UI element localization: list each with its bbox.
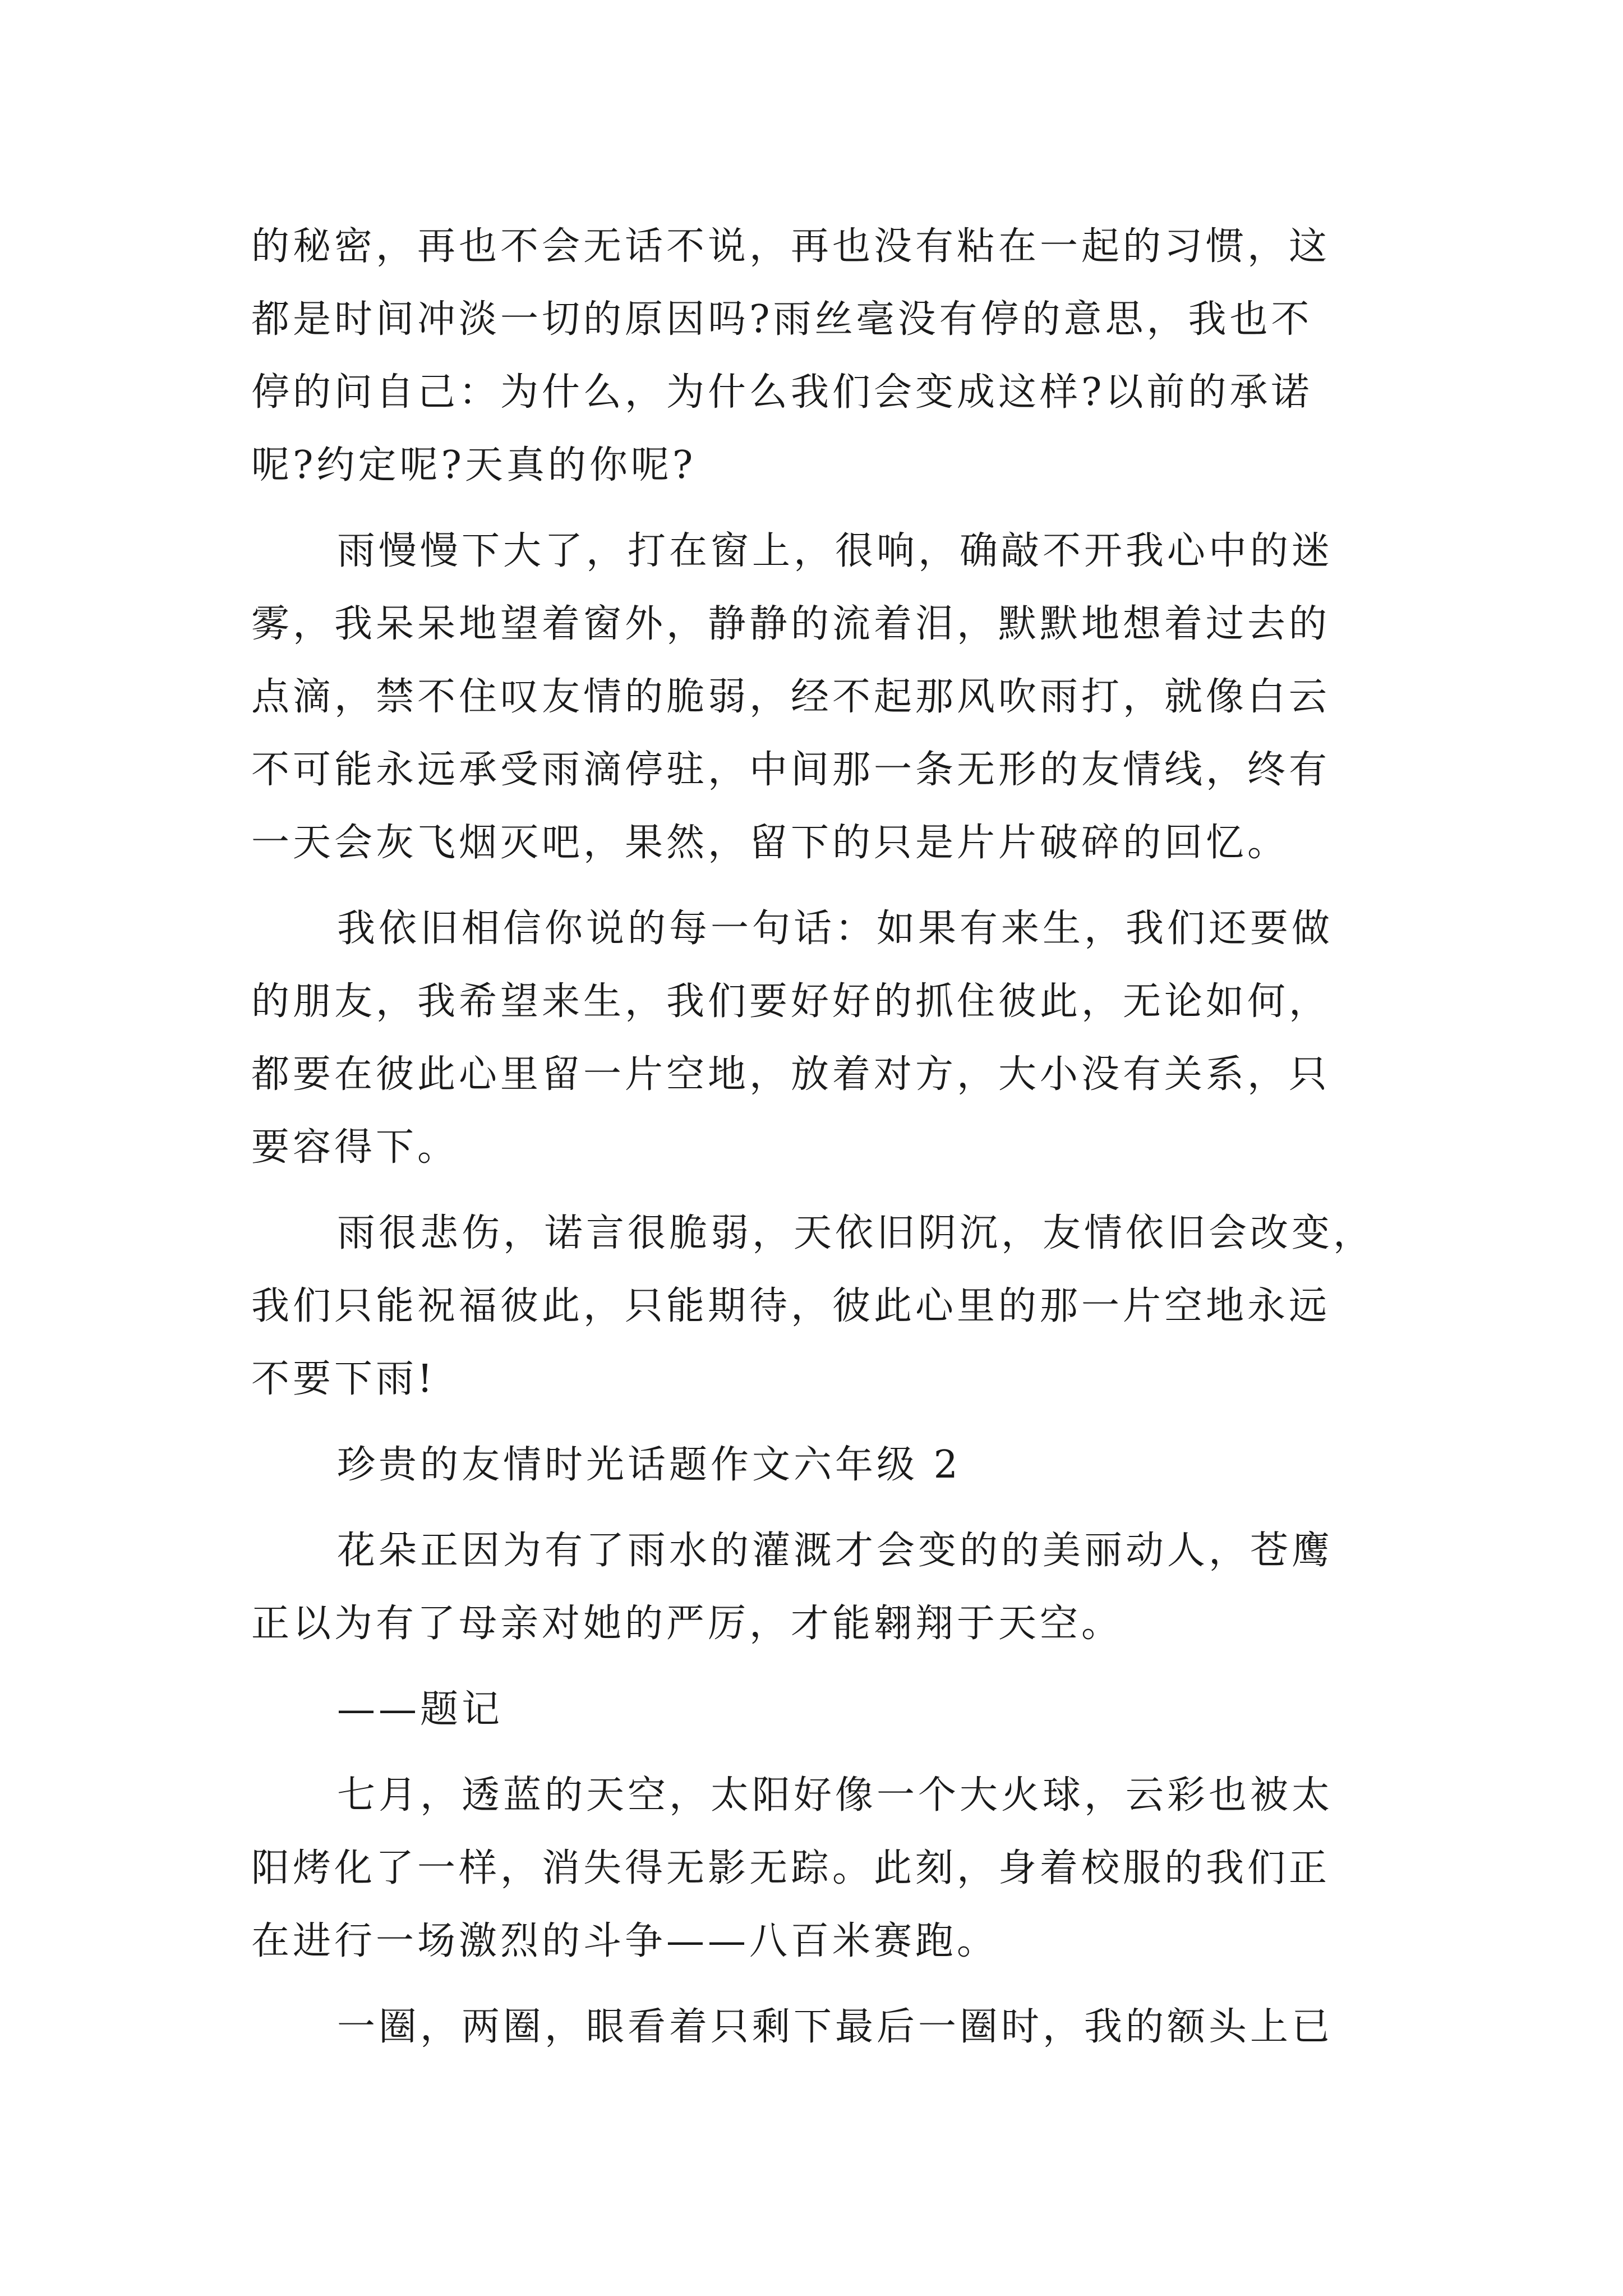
paragraph-first-line: 雨很悲伤，诺言很脆弱，天依旧阴沉，友情依旧会改变， (337, 1211, 1375, 1255)
text-line: 的秘密，再也不会无话不说，再也没有粘在一起的习惯，这 (251, 224, 1331, 269)
epigraph-attribution: ——题记 (337, 1687, 504, 1732)
text-line: 要容得下。 (251, 1125, 459, 1170)
text-line: 都要在彼此心里留一片空地，放着对方，大小没有关系，只 (251, 1052, 1331, 1097)
section-heading: 珍贵的友情时光话题作文六年级 2 (337, 1443, 961, 1487)
paragraph-first-line: 我依旧相信你说的每一句话：如果有来生，我们还要做 (337, 907, 1334, 951)
text-line: 在进行一场激烈的斗争——八百米赛跑。 (251, 1919, 999, 1963)
text-line: 不要下雨! (251, 1357, 436, 1401)
text-line: 呢?约定呢?天真的你呢? (251, 443, 697, 487)
paragraph-first-line: 花朵正因为有了雨水的灌溉才会变的的美丽动人，苍鹰 (337, 1529, 1334, 1573)
paragraph-first-line: 雨慢慢下大了，打在窗上，很响，确敲不开我心中的迷 (337, 529, 1334, 573)
paragraph-first-line: 一圈，两圈，眼看着只剩下最后一圈时，我的额头上已 (337, 2005, 1334, 2049)
text-line: 正以为有了母亲对她的严厉，才能翱翔于天空。 (251, 1602, 1123, 1646)
text-line: 都是时间冲淡一切的原因吗?雨丝毫没有停的意思，我也不 (251, 297, 1313, 342)
text-line: 停的问自己：为什么，为什么我们会变成这样?以前的承诺 (251, 370, 1313, 415)
text-line: 的朋友，我希望来生，我们要好好的抓住彼此，无论如何， (251, 979, 1331, 1024)
text-line: 阳烤化了一样，消失得无影无踪。此刻，身着校服的我们正 (251, 1846, 1331, 1890)
text-line: 一天会灰飞烟灭吧，果然，留下的只是片片破碎的回忆。 (251, 821, 1289, 865)
paragraph-first-line: 七月，透蓝的天空，太阳好像一个大火球，云彩也被太 (337, 1773, 1334, 1818)
text-line: 点滴，禁不住叹友情的脆弱，经不起那风吹雨打，就像白云 (251, 675, 1331, 719)
text-line: 雾，我呆呆地望着窗外，静静的流着泪，默默地想着过去的 (251, 602, 1331, 646)
text-line: 我们只能祝福彼此，只能期待，彼此心里的那一片空地永远 (251, 1284, 1331, 1328)
text-line: 不可能永远承受雨滴停驻，中间那一条无形的友情线，终有 (251, 748, 1331, 792)
